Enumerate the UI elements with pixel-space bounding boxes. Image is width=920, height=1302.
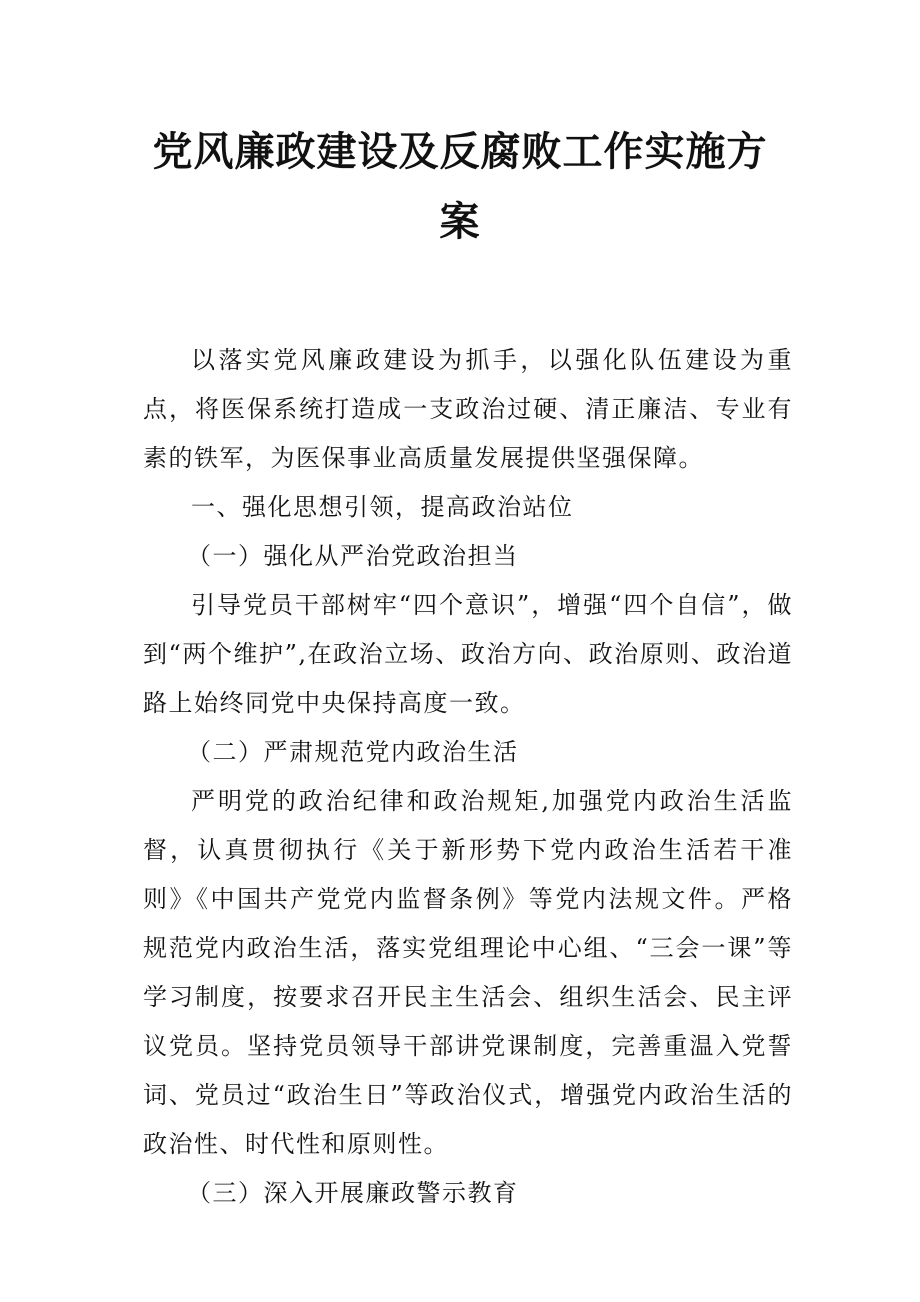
- paragraph-2: 严明党的政治纪律和政治规矩,加强党内政治生活监督，认真贯彻执行《关于新形势下党内政治生活若干准则》《中国共产党党内监督条例》等党内法规文件。严格规范党内政治生活，落实党组理论中心组、“三会一课”等学习制度，按要求召开民主生活会、组织生活会、民主评议党员。坚持党员领导干部讲党课制度，完善重温入党誓词、党员过“政治生日”等政治仪式，增强党内政治生活的政治性、时代性和原则性。: [143, 787, 793, 1158]
- subsection-heading-2: （二）严肃规范党内政治生活: [187, 738, 519, 766]
- document-title-line1: 党风廉政建设及反腐败工作实施方: [152, 128, 768, 175]
- subsection-heading-1: （一）强化从严治党政治担当: [187, 542, 519, 570]
- paragraph-1: 引导党员干部树牢“四个意识”，增强“四个自信”，做到“两个维护”,在政治立场、政治方向、政治原则、政治道路上始终同党中央保持高度一致。: [143, 591, 793, 717]
- document-body: [143, 336, 793, 1218]
- subsection-heading-3: （三）深入开展廉政警示教育: [187, 1179, 519, 1207]
- section-heading-1: 一、强化思想引领，提高政治站位: [191, 493, 574, 521]
- document-title-line2: 案: [439, 198, 481, 245]
- intro-paragraph: 以落实党风廉政建设为抓手，以强化队伍建设为重点，将医保系统打造成一支政治过硬、清正廉洁、专业有素的铁军，为医保事业高质量发展提供坚强保障。: [143, 346, 793, 472]
